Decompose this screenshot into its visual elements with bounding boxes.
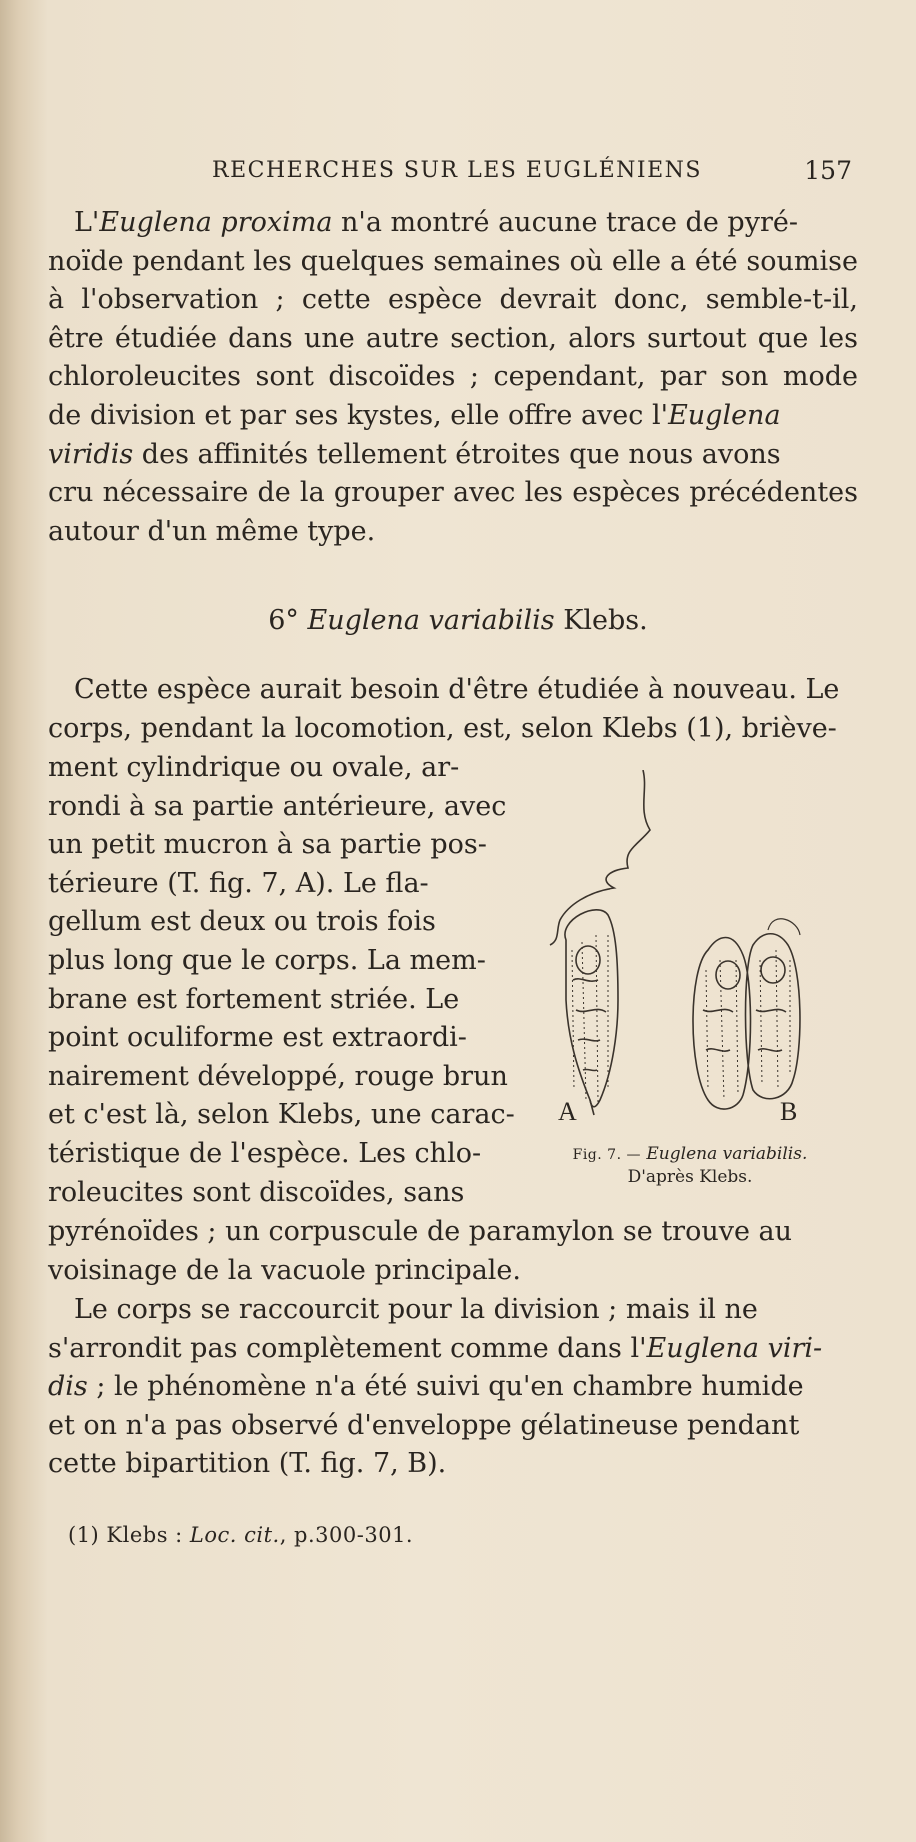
text-line: à l'observation ; cette espèce devrait donc, semble-t-il, [48, 284, 858, 316]
text-line: plus long que le corps. La mem- [48, 944, 486, 976]
figure-caption [520, 1143, 860, 1188]
page-number: 157 [804, 156, 852, 185]
text-line: s'arrondit pas complètement comme dans l'Euglena viri- [48, 1332, 823, 1364]
text-line: téristique de l'espèce. Les chlo- [48, 1137, 482, 1169]
flagellum-line [550, 770, 650, 945]
paragraph-division [48, 1291, 858, 1484]
text-line: Cette espèce aurait besoin d'être étudiée à nouveau. Le [74, 674, 840, 705]
text-line: pyrénoïdes ; un corpuscule de paramylon se trouve au [48, 1216, 793, 1247]
text-line: point oculiforme est extraordi- [48, 1022, 467, 1054]
text-line: chloroleucites sont discoïdes ; cependant, par son mode [48, 361, 858, 393]
paragraph-continuation [48, 1213, 858, 1290]
paragraph-euglena-variabilis [48, 671, 858, 748]
euglena-figure-illustration [538, 770, 858, 1130]
text-line: ment cylindrique ou ovale, ar- [48, 752, 460, 783]
text-line: noïde pendant les quelques semaines où elle a été soumise [48, 245, 858, 277]
text-line: cette bipartition (T. fig. 7, B). [48, 1448, 447, 1480]
text-line: roleucites sont discoïdes, sans [48, 1176, 465, 1208]
text-line: et c'est là, selon Klebs, une carac- [48, 1099, 515, 1131]
text-line: cru nécessaire de la grouper avec les espèces précédentes [48, 477, 858, 509]
paragraph-narrow-column [48, 749, 515, 1212]
text-line: L'Euglena proxima n'a montré aucune trace de pyré- [74, 207, 798, 238]
text-line: viridis des affinités tellement étroites que nous avons [48, 438, 781, 470]
text-line: corps, pendant la locomotion, est, selon Klebs (1), briève- [48, 712, 837, 744]
text-line: de division et par ses kystes, elle offre avec l'Euglena [48, 399, 781, 431]
text-line: autour d'un même type. [48, 515, 376, 547]
footnote: (1) Klebs : Loc. cit., p.300-301. [68, 1523, 414, 1547]
caption-line-1: Fig. 7. — Euglena variabilis. [572, 1144, 808, 1164]
figure-label-a: A [558, 1097, 577, 1126]
text-line: et on n'a pas observé d'enveloppe gélatineuse pendant [48, 1409, 800, 1441]
text-line: Le corps se raccourcit pour la division ; mais il ne [74, 1294, 758, 1325]
text-line: rondi à sa partie antérieure, avec [48, 790, 507, 822]
cell-a-outline [565, 910, 618, 1107]
cell-b-right-outline [746, 934, 800, 1099]
section-heading: 6° Euglena variabilis Klebs. [268, 605, 648, 636]
text-line: être étudiée dans une autre section, alors surtout que les [48, 322, 858, 354]
text-line: brane est fortement striée. Le [48, 983, 460, 1015]
running-title: RECHERCHES SUR LES EUGLÉNIENS [212, 158, 702, 183]
text-line: dis ; le phénomène n'a été suivi qu'en chambre humide [48, 1371, 804, 1403]
text-line: gellum est deux ou trois fois [48, 906, 436, 938]
running-header [212, 158, 852, 192]
paragraph-euglena-proxima [48, 204, 858, 551]
text-line: nairement développé, rouge brun [48, 1060, 508, 1092]
text-line: voisinage de la vacuole principale. [48, 1254, 521, 1286]
text-line: térieure (T. fig. 7, A). Le fla- [48, 867, 429, 899]
caption-line-2: D'après Klebs. [627, 1167, 753, 1187]
figure-label-b: B [780, 1097, 798, 1126]
text-line: un petit mucron à sa partie pos- [48, 829, 487, 861]
